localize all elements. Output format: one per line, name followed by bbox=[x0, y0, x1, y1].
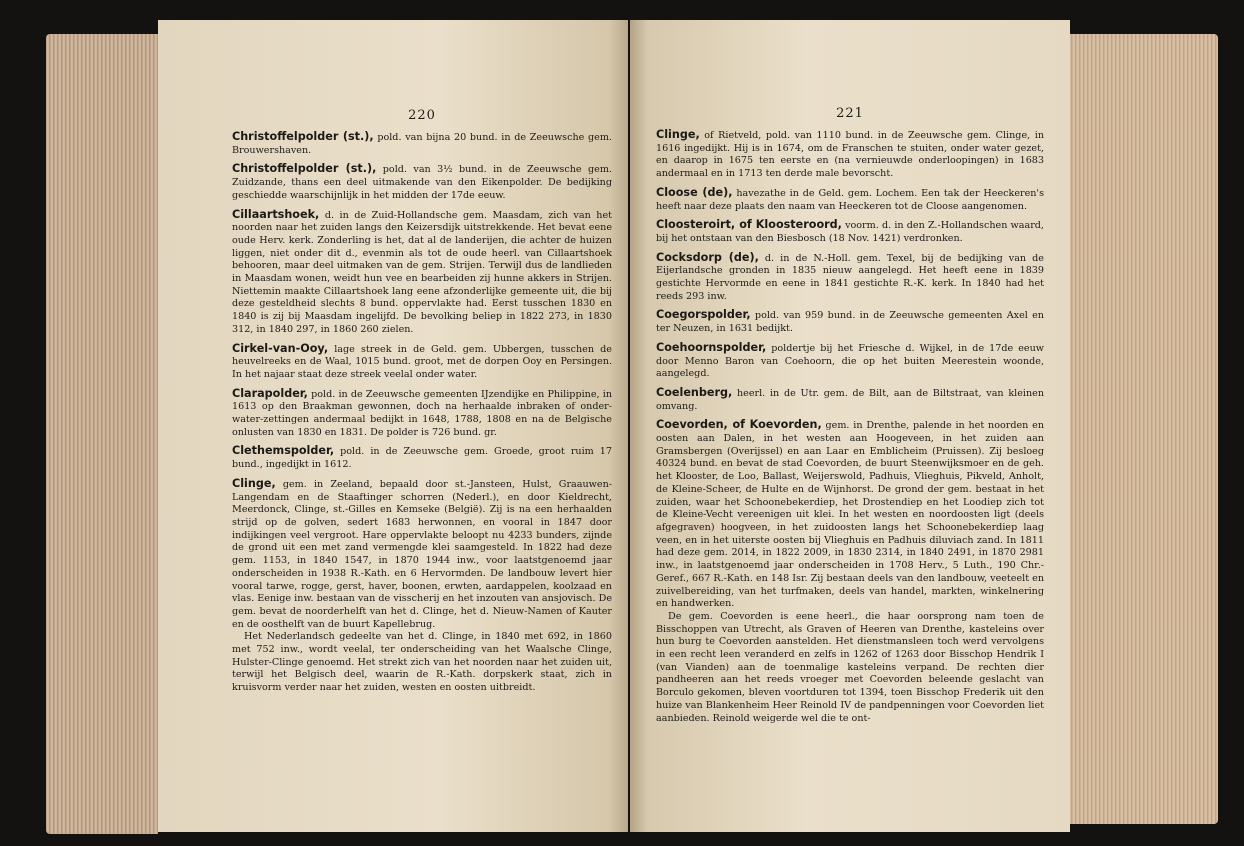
entry-headword: Clinge, bbox=[232, 476, 276, 490]
entry-text: d. in de N.-Holl. gem. Texel, bij de bedijking van de Eijerlandsche gronden in 1835 nieuw aangelegd. Het heeft eene in 1839 gestichte Hervormde en eene in 1841 gestichte R.-K. kerk. In 1840 had het reeds 293 inw. bbox=[656, 252, 1044, 302]
entry-paragraph: De gem. Coevorden is eene heerl., die haar oorsprong nam toen de Bisschoppen van Utrecht, als Graven of Heeren van Drenthe, kasteleins over hun burg te Coevorden aanstelden. Het dienstmansleen toch werd vervolgens in een recht leen veranderd en zelfs in 1262 of 1263 door Bisschop Hendrik I (van Vianden) aan de toenmalige kasteleins verpand. De rechten dier pandheeren aan het reeds vroeger met Coevorden beleende geslacht van Borculo gekomen, bleven voortduren tot 1394, toen Bisschop Frederik uit den huize van Blankenheim Heer Reinold IV de pandpenningen voor Coevorden liet aanbieden. Reinold weigerde wel die te ont- bbox=[656, 610, 1044, 724]
entry-text: pold. van 3½ bund. in de Zeeuwsche gem. Zuidzande, thans een deel uitmakende van den Eikenpolder. De bedijking geschiedde waarschijnlijk in het midden der 17de eeuw. bbox=[232, 164, 612, 201]
entry-headword: Christoffelpolder (st.), bbox=[232, 162, 377, 176]
page-number: 221 bbox=[836, 106, 864, 121]
page-number: 220 bbox=[408, 108, 436, 123]
entry-headword: Cillaartshoek, bbox=[232, 207, 320, 221]
dictionary-entry bbox=[656, 387, 1044, 413]
entry-list bbox=[232, 131, 612, 695]
entry-text: pold. in de Zeeuwsche gemeenten IJzendijke en Philippine, in 1613 op den Braakman gewonnen, doch na herhaalde inbraken of onder-water-zettingen andermaal bedijkt in 1648, 1788, 1808 en na de Belgische onlusten van 1830 en 1831. De polder is 726 bund. gr. bbox=[232, 388, 612, 438]
entry-text: d. in de Zuid-Hollandsche gem. Maasdam, zich van het noorden naar het zuiden langs den Keizersdijk uitstrekkende. Het bevat eene oude Herv. kerk. Zonderling is het, dat al de landerijen, die achter de huizen liggen, niet onder dit d., evenmin als tot de oude heerl. van Cillaartshoek behooren, maar deel uitmaken van de gem. Strijen. Terwijl dus de landlieden in Maasdam wonen, weidt hun vee en bearbeiden zij hunne akkers in Strijen. Niettemin maakte Cillaartshoek lang eene afzonderlijke gemeente uit, die bij deze gesteldheid slechts 8 bund. oppervlakte had. Eerst tusschen 1830 en 1840 is zij bij Maasdam ingelijfd. De bevolking beliep in 1822 273, in 1830 312, in 1840 297, in 1860 260 zielen. bbox=[232, 209, 612, 335]
left-page bbox=[158, 20, 628, 832]
entry-headword: Cirkel-van-Ooy, bbox=[232, 341, 329, 355]
entry-headword: Clethemspolder, bbox=[232, 444, 335, 458]
entry-text: of Rietveld, pold. van 1110 bund. in de Zeeuwsche gem. Clinge, in 1616 ingedijkt. Hij is in 1674, om de Franschen te stuiten, onder water gezet, en daarop in 1675 ten eerste en (na vernieuwde onderloopingen) in 1683 andermaal en in 1713 ten derde male bevorscht. bbox=[656, 130, 1044, 180]
dictionary-entry bbox=[656, 129, 1044, 181]
dictionary-entry bbox=[232, 388, 612, 440]
entry-text: poldertje bij het Friesche d. Wijkel, in de 17de eeuw door Menno Baron van Coehoorn, die op het buiten Meerestein woonde, aangelegd. bbox=[656, 342, 1044, 380]
entry-headword: Coehoornspolder, bbox=[656, 340, 767, 354]
entry-list bbox=[656, 129, 1044, 725]
open-book bbox=[38, 14, 1218, 832]
entry-headword: Coevorden, of Koevorden, bbox=[656, 418, 822, 432]
dictionary-entry bbox=[656, 342, 1044, 381]
entry-text: pold. in de Zeeuwsche gem. Groede, groot ruim 17 bund., ingedijkt in 1612. bbox=[232, 446, 612, 471]
dictionary-entry bbox=[232, 163, 612, 202]
dictionary-entry bbox=[232, 445, 612, 471]
entry-paragraph: Het Nederlandsch gedeelte van het d. Clinge, in 1840 met 692, in 1860 met 752 inw., wordt veelal, ter onderscheiding van het Waalsche Clinge, Hulster-Clinge genoemd. Het strekt zich van het noorden naar het zuiden uit, terwijl het Belgisch deel, waarin de R.-Kath. dorpskerk staat, zich in kruisvorm verder naar het zuiden, westen en oosten uitbreidt. bbox=[232, 631, 612, 694]
entry-headword: Coelenberg, bbox=[656, 385, 733, 399]
entry-text: havezathe in de Geld. gem. Lochem. Een tak der Heeckeren's heeft naar deze plaats den naam van Heeckeren tot de Cloose aangenomen. bbox=[656, 187, 1044, 212]
dictionary-entry bbox=[656, 219, 1044, 245]
dictionary-entry bbox=[232, 131, 612, 157]
dictionary-entry bbox=[232, 478, 612, 695]
entry-headword: Cloosteroirt, of Kloosteroord, bbox=[656, 218, 842, 232]
entry-text: pold. van bijna 20 bund. in de Zeeuwsche gem. Brouwershaven. bbox=[232, 132, 612, 156]
dictionary-entry bbox=[232, 209, 612, 337]
dictionary-entry bbox=[656, 419, 1044, 725]
entry-text: heerl. in de Utr. gem. de Bilt, aan de Biltstraat, van kleinen omvang. bbox=[656, 387, 1044, 412]
entry-headword: Christoffelpolder (st.), bbox=[232, 130, 374, 143]
dictionary-entry bbox=[232, 343, 612, 382]
entry-text: gem. in Zeeland, bepaald door st.-Jansteen, Hulst, Graauwen-Langendam en de Staaftinger schorren (Nederl.), en door Kieldrecht, Meerdonck, Clinge, st.-Gilles en Kemseke (België). Zij is na een herhaalden strijd op de golven, sedert 1683 herwonnen, en vooral in 1847 door indijkingen veel vergroot. Hare oppervlakte beloopt nu 4233 bunders, zijnde de grond uit een met zand vermengde klei saamgesteld. In 1822 had deze gem. 1153, in 1840 1547, in 1870 1944 inw., voor laatstgenoemd jaar onderscheiden in 1938 R.-Kath. en 6 Hervormden. De landbouw levert hier vooral tarwe, rogge, gerst, haver, boonen, erwten, aardappelen, koolzaad en vlas. Eenige inw. bestaan van de visscherij en het inzouten van ansjovisch. De gem. bevat de noorderhelft van het d. Clinge, het d. Nieuw-Namen of Kauter en de oosthelft van de buurt Kapellebrug. bbox=[232, 478, 612, 630]
entry-text: pold. van 959 bund. in de Zeeuwsche gemeenten Axel en ter Neuzen, in 1631 bedijkt. bbox=[656, 310, 1044, 335]
dictionary-entry bbox=[656, 187, 1044, 213]
page-edges-right bbox=[1068, 34, 1218, 824]
page-edges-left bbox=[46, 34, 158, 834]
dictionary-entry bbox=[656, 252, 1044, 304]
entry-text: voorm. d. in den Z.-Hollandschen waard, bij het ontstaan van den Biesbosch (18 Nov. 1421) verdronken. bbox=[656, 220, 1044, 244]
entry-headword: Cloose (de), bbox=[656, 185, 733, 199]
dictionary-entry bbox=[656, 309, 1044, 335]
right-page bbox=[630, 20, 1070, 832]
entry-headword: Coegorspolder, bbox=[656, 308, 751, 322]
entry-text: lage streek in de Geld. gem. Ubbergen, tusschen de heuvelreeks en de Waal, 1015 bund. groot, met de dorpen Ooy en Persingen. In het najaar staat deze streek veelal onder water. bbox=[232, 343, 612, 380]
entry-headword: Cocksdorp (de), bbox=[656, 250, 759, 264]
entry-headword: Clarapolder, bbox=[232, 386, 308, 400]
entry-headword: Clinge, bbox=[656, 128, 700, 141]
entry-text: gem. in Drenthe, palende in het noorden en oosten aan Dalen, in het westen aan Hoogeveen, in het zuiden aan Gramsbergen (Overijssel) en aan Laar en Emblicheim (Pruissen). Zij besloeg 40324 bund. en bevat de stad Coevorden, de buurt Steenwijksmoer en de geh. het Klooster, de Loo, Ballast, Weijerswold, Padhuis, Vlieghuis, Pikveld, Anholt, de Kleine-Scheer, de Hulte en de Wijnhorst. De grond der gem. bestaat in het zuiden, waar het Schoonebekerdiep, het Drostendiep en het Loodiep zich tot de Kleine-Vecht vereenigen uit klei. In het westen en noordoosten ligt (deels afgegraven) hoogveen, in het zuidoosten langs het Schoonebekerdiep laag veen, en in het uiterste oosten bij Vlieghuis en Padhuis diluviach zand. In 1811 had deze gem. 2014, in 1822 2009, in 1830 2314, in 1840 2491, in 1870 2981 inw., in laatstgenoemd jaar onderscheiden in 1708 Herv., 5 Luth., 190 Chr.-Geref., 667 R.-Kath. en 148 Isr. Zij bestaan deels van den landbouw, veeteelt en zuivelbereiding, van het turfmaken, deels van handel, markten, winkelnering en handwerken. bbox=[656, 420, 1044, 610]
